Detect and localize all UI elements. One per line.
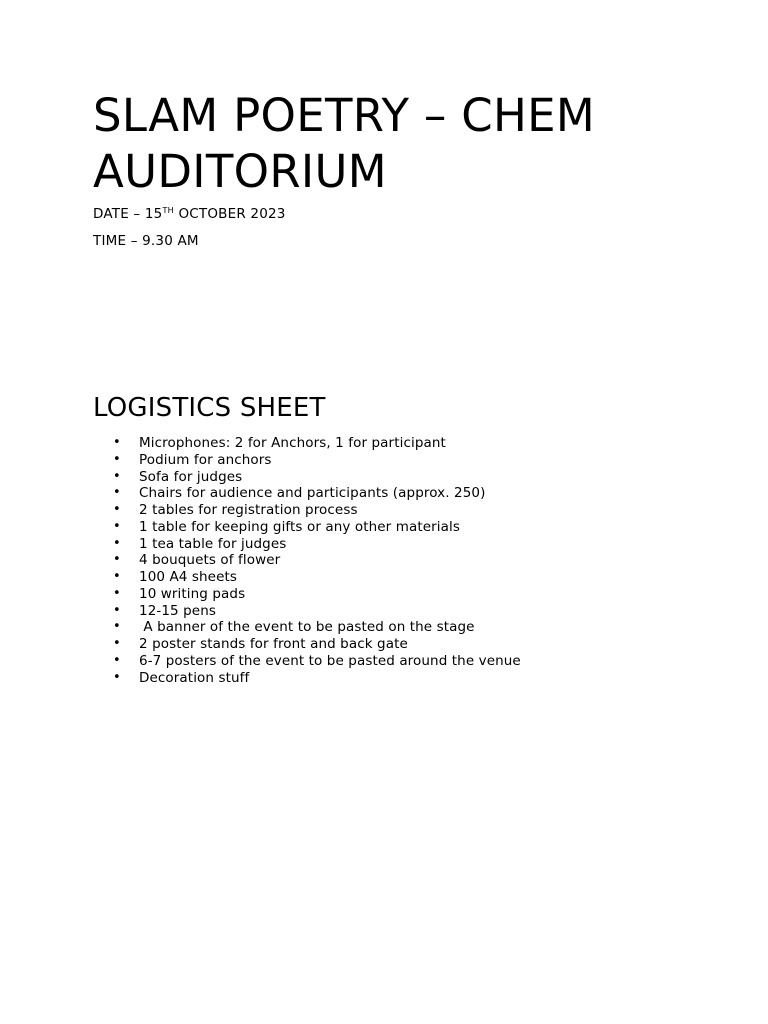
list-item [93, 619, 521, 636]
list-item-text: Chairs for audience and participants (approx. 250) [139, 485, 486, 502]
list-item-text: 1 tea table for judges [139, 535, 287, 552]
list-item-text: Microphones: 2 for Anchors, 1 for participant [139, 435, 446, 451]
logistics-list [93, 435, 521, 686]
list-item [93, 536, 521, 553]
bullet-icon: • [113, 636, 121, 651]
bullet-icon: • [113, 451, 121, 467]
bullet-icon: • [113, 585, 121, 601]
list-item [93, 519, 521, 536]
list-item [93, 636, 521, 653]
bullet-icon: • [113, 468, 121, 484]
bullet-icon: • [113, 535, 121, 551]
bullet-icon: • [113, 552, 121, 568]
list-item [93, 670, 521, 687]
event-date-prefix: DATE – 15 [93, 206, 163, 222]
logistics-heading: LOGISTICS SHEET [93, 393, 326, 423]
event-time: TIME – 9.30 AM [93, 233, 199, 249]
event-date-suffix: OCTOBER 2023 [173, 206, 286, 222]
event-date-ordinal: TH [162, 206, 174, 215]
list-item-text: 10 writing pads [139, 585, 246, 602]
list-item [93, 485, 521, 502]
list-item-text: 4 bouquets of flower [139, 552, 281, 569]
list-item [93, 603, 521, 620]
list-item [93, 435, 521, 452]
list-item-text: 2 poster stands for front and back gate [139, 636, 408, 652]
bullet-icon: • [113, 518, 121, 534]
list-item [93, 569, 521, 586]
list-item-text: Sofa for judges [139, 468, 243, 485]
bullet-icon: • [113, 435, 121, 450]
bullet-icon: • [113, 569, 121, 584]
bullet-icon: • [113, 485, 121, 501]
list-item [93, 502, 521, 519]
list-item-text: 1 table for keeping gifts or any other materials [139, 518, 461, 535]
list-item [93, 653, 521, 670]
list-item-text: 2 tables for registration process [139, 502, 358, 518]
event-date [93, 205, 286, 225]
list-item [93, 469, 521, 486]
bullet-icon: • [113, 652, 121, 668]
list-item-text: 100 A4 sheets [139, 569, 238, 585]
list-item [93, 552, 521, 569]
document-title: SLAM POETRY – CHEM AUDITORIUM [93, 89, 595, 198]
bullet-icon: • [113, 502, 121, 517]
list-item-text: 12-15 pens [139, 602, 216, 619]
list-item-text: 6-7 posters of the event to be pasted around the venue [139, 652, 521, 669]
bullet-icon: • [113, 602, 121, 618]
bullet-icon: • [113, 669, 121, 685]
list-item [93, 586, 521, 603]
list-item [93, 452, 521, 469]
bullet-icon: • [113, 619, 121, 635]
list-item-text: Decoration stuff [139, 669, 250, 686]
list-item-text: Podium for anchors [139, 451, 272, 468]
list-item-text: A banner of the event to be pasted on the stage [139, 619, 475, 636]
